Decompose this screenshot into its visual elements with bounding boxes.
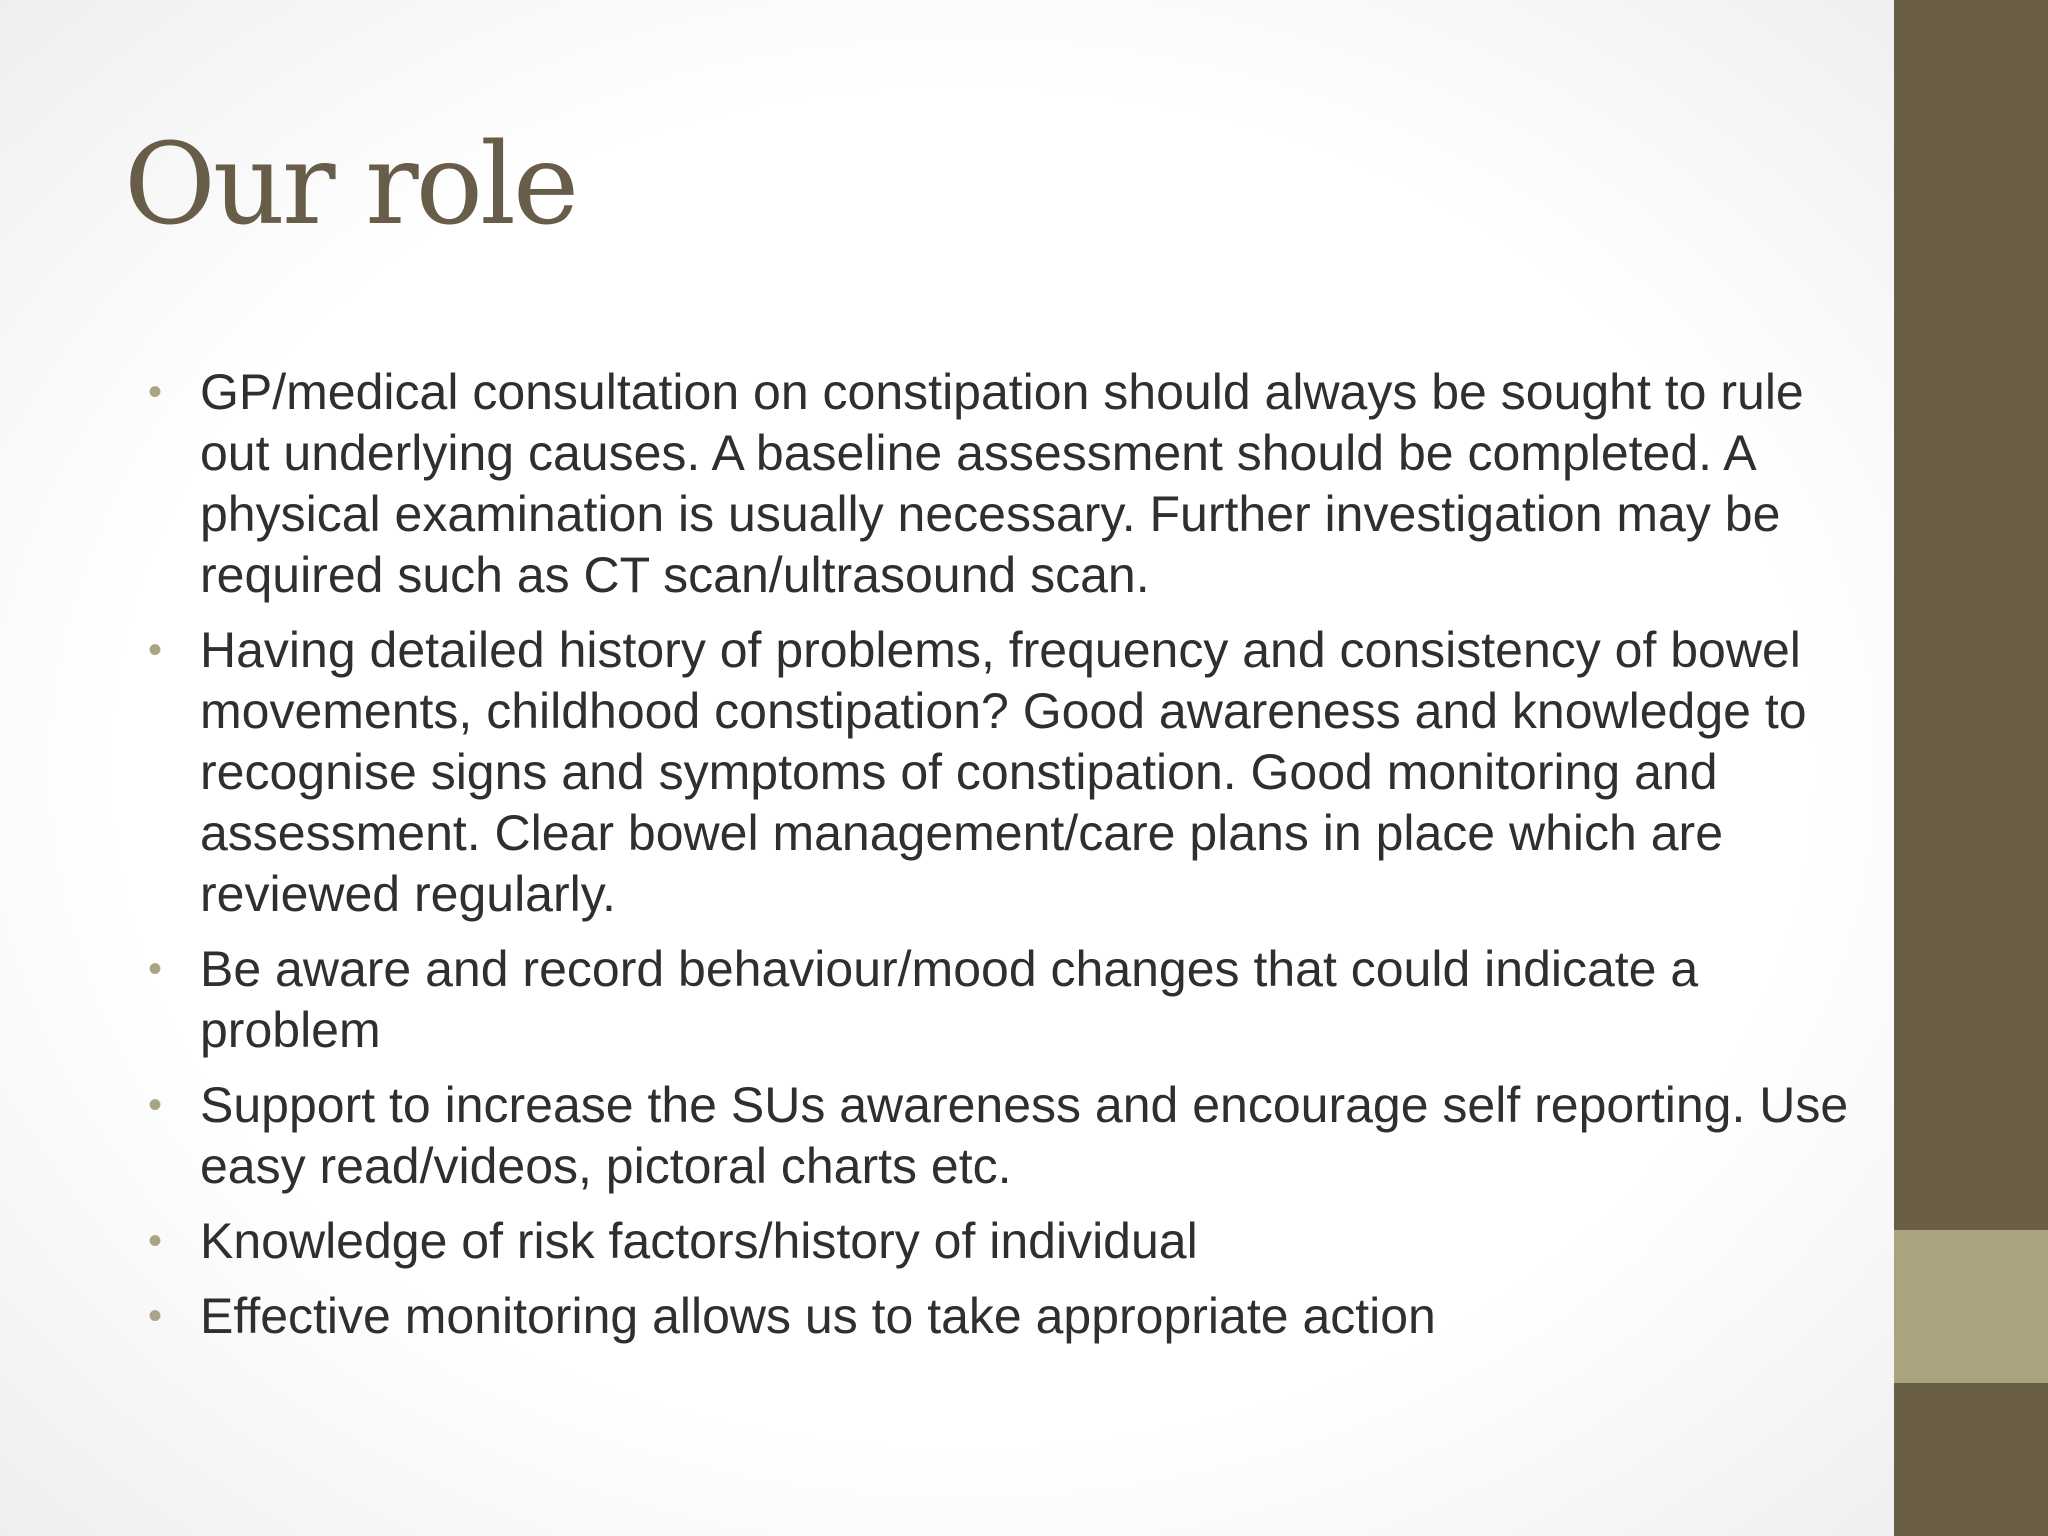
bullet-dot-icon: •: [148, 370, 163, 414]
bullet-dot-icon: •: [148, 1219, 163, 1263]
bullet-item: [140, 620, 1860, 925]
slide-title: Our role: [124, 120, 577, 250]
bullet-text: Be aware and record behaviour/mood changes that could indicate a problem: [200, 941, 1699, 1058]
bullet-item: [140, 1075, 1860, 1197]
bullet-text: Effective monitoring allows us to take appropriate action: [200, 1288, 1436, 1344]
bullet-dot-icon: •: [148, 947, 163, 991]
bullet-text: GP/medical consultation on constipation should always be sought to rule out underlying causes. A baseline assessment should be completed. A physical examination is usually necessary. Further investigation may be required such as CT scan/ultrasound scan.: [200, 364, 1804, 603]
bullet-dot-icon: •: [148, 1294, 163, 1338]
bullet-dot-icon: •: [148, 628, 163, 672]
decorative-sidebar-accent: [1894, 1230, 2048, 1383]
bullet-text: Knowledge of risk factors/history of individual: [200, 1213, 1198, 1269]
bullet-item: [140, 1211, 1860, 1272]
bullet-dot-icon: •: [148, 1083, 163, 1127]
bullet-text: Having detailed history of problems, frequency and consistency of bowel movements, childhood constipation? Good awareness and knowledge to recognise signs and symptoms of constipation. Good monitoring and assessment. Clear bowel management/care plans in place which are reviewed regularly.: [200, 622, 1807, 922]
bullet-item: [140, 1286, 1860, 1347]
bullet-list: [140, 362, 1860, 1361]
bullet-item: [140, 939, 1860, 1061]
bullet-text: Support to increase the SUs awareness and encourage self reporting. Use easy read/videos, pictoral charts etc.: [200, 1077, 1849, 1194]
bullet-item: [140, 362, 1860, 606]
